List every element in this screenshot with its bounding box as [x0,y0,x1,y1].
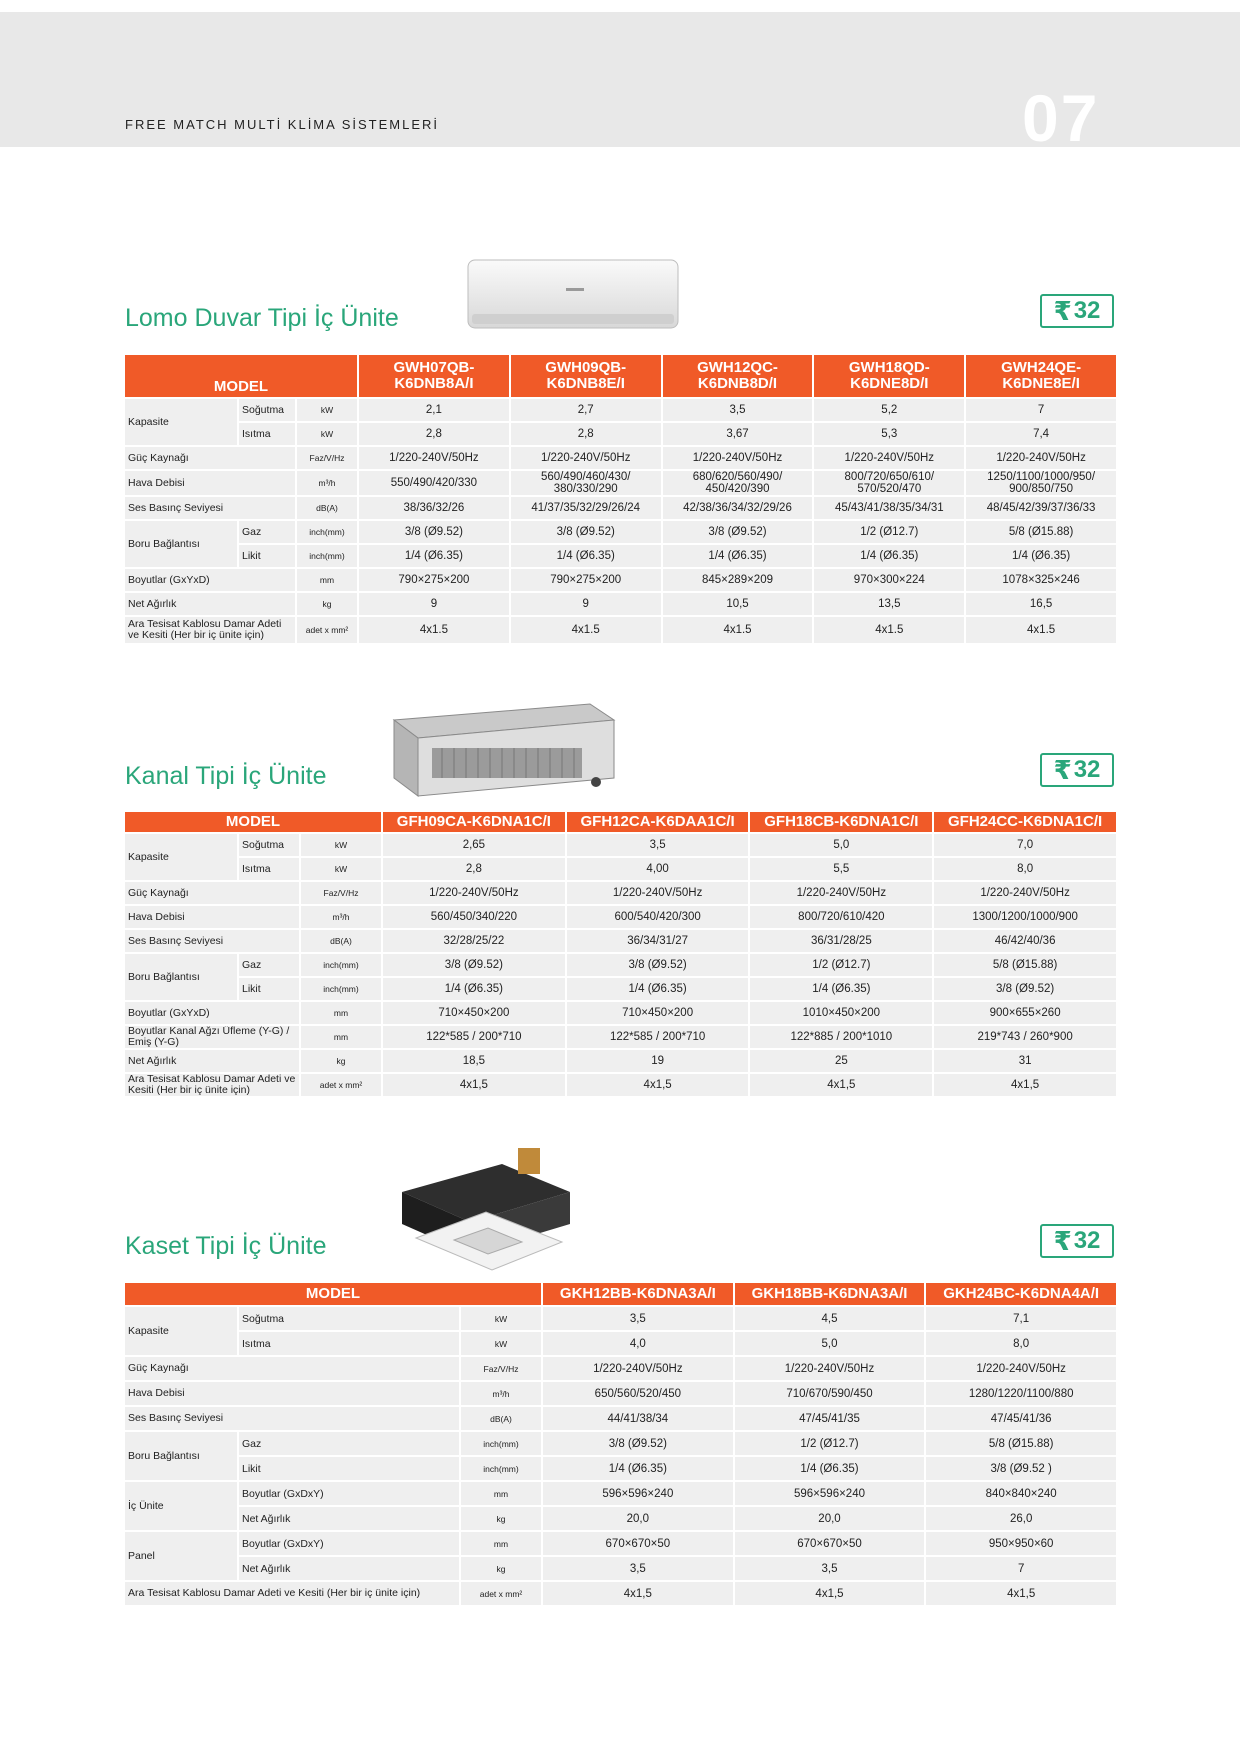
unit-cell: adet x mm² [301,1074,381,1096]
row-sub-label: Gaz [239,954,299,976]
row-label: Ses Basınç Seviyesi [125,1407,459,1430]
table-row [125,471,1116,495]
row-group-label: Kapasite [125,399,237,445]
value-cell: 3/8 (Ø9.52) [543,1432,733,1455]
value-cell: 7 [966,399,1116,421]
row-group-label: Boru Bağlantısı [125,521,237,567]
value-cell: 710×450×200 [383,1002,565,1024]
value-cell: 8,0 [926,1332,1116,1355]
value-cell: 560/490/460/430/ 380/330/290 [511,471,661,495]
row-sub-label: Isıtma [239,858,299,880]
value-cell: 1/220-240V/50Hz [511,447,661,469]
value-cell: 3/8 (Ø9.52 ) [926,1457,1116,1480]
value-cell: 800/720/610/420 [750,906,932,928]
table-row [125,954,1116,976]
row-label: Net Ağırlık [125,1050,299,1072]
table-row [125,1507,1116,1530]
unit-cell: inch(mm) [461,1457,541,1480]
table-row [125,1532,1116,1555]
value-cell: 8,0 [934,858,1116,880]
value-cell: 650/560/520/450 [543,1382,733,1405]
value-cell: 219*743 / 260*900 [934,1026,1116,1048]
row-label: Ara Tesisat Kablosu Damar Adeti ve Kesiti (Her bir iç ünite için) [125,1074,299,1096]
unit-cell: mm [301,1026,381,1048]
value-cell: 840×840×240 [926,1482,1116,1505]
value-cell: 4x1,5 [926,1582,1116,1605]
model-name-line: GWH07QB- [393,359,475,376]
value-cell: 122*885 / 200*1010 [750,1026,932,1048]
value-cell: 7,4 [966,423,1116,445]
model-name-cell: GFH18CB-K6DNA1C/I [750,812,932,832]
row-sub-label: Likit [239,978,299,1000]
unit-cell: dB(A) [297,497,357,519]
table-row [125,978,1116,1000]
unit-cell: dB(A) [301,930,381,952]
r32-badge [1040,1224,1114,1258]
row-sub-label: Isıtma [239,423,295,445]
table-row [125,447,1116,469]
row-sub-label: Likit [239,1457,459,1480]
row-group-label: Panel [125,1532,237,1580]
row-sub-label: Boyutlar (GxDxY) [239,1482,459,1505]
value-cell: 1078×325×246 [966,569,1116,591]
value-cell: 4x1,5 [543,1582,733,1605]
unit-cell: inch(mm) [461,1432,541,1455]
model-name-cell [966,355,1116,397]
row-sub-label: Gaz [239,1432,459,1455]
row-sub-label: Gaz [239,521,295,543]
value-cell: 7,0 [934,834,1116,856]
value-cell: 36/34/31/27 [567,930,749,952]
value-cell: 5,2 [814,399,964,421]
value-cell: 1/4 (Ø6.35) [567,978,749,1000]
model-name-line: K6DNE8D/I [850,375,929,392]
value-cell: 13,5 [814,593,964,615]
value-cell: 5,0 [750,834,932,856]
value-cell: 20,0 [735,1507,925,1530]
value-cell: 845×289×209 [663,569,813,591]
rupee-r-icon: ₹ [1053,754,1072,785]
page-header [0,12,1240,155]
value-cell: 550/490/420/330 [359,471,509,495]
table-row [125,834,1116,856]
row-sub-label: Net Ağırlık [239,1507,459,1530]
value-cell: 16,5 [966,593,1116,615]
row-group-label: Kapasite [125,834,237,880]
table-row [125,1357,1116,1380]
value-cell: 5/8 (Ø15.88) [934,954,1116,976]
row-label: Boyutlar Kanal Ağzı Üfleme (Y-G) / Emiş (Y-G) [125,1026,299,1048]
value-cell: 560/450/340/220 [383,906,565,928]
table-row [125,1382,1116,1405]
unit-cell: kW [461,1332,541,1355]
value-cell: 1/220-240V/50Hz [543,1357,733,1380]
value-cell: 1/220-240V/50Hz [966,447,1116,469]
value-cell: 5/8 (Ø15.88) [926,1432,1116,1455]
section-title-kaset: Kaset Tipi İç Ünite [125,1232,327,1260]
table-row [125,930,1116,952]
row-sub-label: Soğutma [239,834,299,856]
model-name-cell: GFH24CC-K6DNA1C/I [934,812,1116,832]
table-row [125,1307,1116,1330]
unit-cell: kW [297,399,357,421]
table-header-row [125,812,1116,832]
value-cell: 1/220-240V/50Hz [934,882,1116,904]
model-name-line: K6DNB8E/I [546,375,625,392]
unit-cell: m³/h [461,1382,541,1405]
row-label: Hava Debisi [125,906,299,928]
value-cell: 1/4 (Ø6.35) [663,545,813,567]
unit-cell: kW [301,858,381,880]
value-cell: 3/8 (Ø9.52) [934,978,1116,1000]
unit-cell: kg [461,1557,541,1580]
value-cell: 36/31/28/25 [750,930,932,952]
unit-cell: adet x mm² [461,1582,541,1605]
value-cell: 9 [511,593,661,615]
row-sub-label: Soğutma [239,1307,459,1330]
value-cell: 3/8 (Ø9.52) [383,954,565,976]
table-row [125,593,1116,615]
value-cell: 670×670×50 [543,1532,733,1555]
spec-table-lomo [123,353,1118,645]
model-name-line: GWH09QB- [545,359,627,376]
model-name-cell: GKH12BB-K6DNA3A/I [543,1283,733,1305]
table-row [125,399,1116,421]
value-cell: 47/45/41/35 [735,1407,925,1430]
value-cell: 790×275×200 [511,569,661,591]
row-sub-label: Isıtma [239,1332,459,1355]
value-cell: 5/8 (Ø15.88) [966,521,1116,543]
value-cell: 800/720/650/610/ 570/520/470 [814,471,964,495]
value-cell: 2,65 [383,834,565,856]
value-cell: 4x1,5 [735,1582,925,1605]
catalog-title: FREE MATCH MULTİ KLİMA SİSTEMLERİ [125,117,439,132]
value-cell: 1/220-240V/50Hz [750,882,932,904]
value-cell: 48/45/42/39/37/36/33 [966,497,1116,519]
value-cell: 1250/1100/1000/950/ 900/850/750 [966,471,1116,495]
rupee-r-icon: ₹ [1053,295,1072,326]
value-cell: 1/4 (Ø6.35) [543,1457,733,1480]
model-header-cell: MODEL [125,355,357,397]
value-cell: 1300/1200/1000/900 [934,906,1116,928]
row-group-label: Boru Bağlantısı [125,1432,237,1480]
unit-cell: kW [461,1307,541,1330]
value-cell: 3,5 [543,1307,733,1330]
table-row [125,1074,1116,1096]
value-cell: 45/43/41/38/35/34/31 [814,497,964,519]
table-row [125,906,1116,928]
value-cell: 3,5 [735,1557,925,1580]
table-row [125,1026,1116,1048]
duct-unit-image [388,700,618,802]
value-cell: 4x1,5 [934,1074,1116,1096]
model-name-cell: GKH18BB-K6DNA3A/I [735,1283,925,1305]
value-cell: 25 [750,1050,932,1072]
value-cell: 46/42/40/36 [934,930,1116,952]
page-number: 07 [1022,81,1100,155]
value-cell: 600/540/420/300 [567,906,749,928]
r32-badge [1040,753,1114,787]
value-cell: 4,00 [567,858,749,880]
value-cell: 950×950×60 [926,1532,1116,1555]
badge-text: 32 [1073,297,1101,324]
value-cell: 3,5 [567,834,749,856]
value-cell: 710×450×200 [567,1002,749,1024]
unit-cell: kg [301,1050,381,1072]
model-name-line: K6DNE8E/I [1002,375,1080,392]
value-cell: 1/2 (Ø12.7) [814,521,964,543]
value-cell: 3/8 (Ø9.52) [511,521,661,543]
value-cell: 900×655×260 [934,1002,1116,1024]
section-title-lomo: Lomo Duvar Tipi İç Ünite [125,304,399,332]
unit-cell: mm [461,1532,541,1555]
value-cell: 710/670/590/450 [735,1382,925,1405]
value-cell: 4x1,5 [750,1074,932,1096]
value-cell: 26,0 [926,1507,1116,1530]
value-cell: 1/4 (Ø6.35) [383,978,565,1000]
value-cell: 20,0 [543,1507,733,1530]
unit-cell: inch(mm) [301,978,381,1000]
value-cell: 1/220-240V/50Hz [383,882,565,904]
value-cell: 7,1 [926,1307,1116,1330]
value-cell: 4,5 [735,1307,925,1330]
row-label: Boyutlar (GxYxD) [125,569,295,591]
unit-cell: m³/h [301,906,381,928]
value-cell: 122*585 / 200*710 [383,1026,565,1048]
unit-cell: mm [301,1002,381,1024]
unit-cell: kW [301,834,381,856]
value-cell: 2,8 [383,858,565,880]
row-sub-label: Boyutlar (GxDxY) [239,1532,459,1555]
value-cell: 790×275×200 [359,569,509,591]
value-cell: 1/220-240V/50Hz [814,447,964,469]
section-title-kanal: Kanal Tipi İç Ünite [125,762,327,790]
value-cell: 3,5 [663,399,813,421]
value-cell: 596×596×240 [735,1482,925,1505]
table-header-row [125,1283,1116,1305]
value-cell: 3/8 (Ø9.52) [663,521,813,543]
unit-cell: kg [297,593,357,615]
value-cell: 2,8 [359,423,509,445]
value-cell: 9 [359,593,509,615]
model-name-line: GWH24QE- [1001,359,1082,376]
value-cell: 32/28/25/22 [383,930,565,952]
value-cell: 10,5 [663,593,813,615]
value-cell: 4x1.5 [663,617,813,643]
value-cell: 4x1,5 [383,1074,565,1096]
model-name-cell [814,355,964,397]
table-header-row [125,355,1116,397]
value-cell: 3,67 [663,423,813,445]
value-cell: 4x1.5 [511,617,661,643]
model-name-cell: GFH12CA-K6DAA1C/I [567,812,749,832]
value-cell: 970×300×224 [814,569,964,591]
value-cell: 596×596×240 [543,1482,733,1505]
model-name-line: K6DNB8D/I [697,375,778,392]
value-cell: 4x1.5 [966,617,1116,643]
unit-cell: inch(mm) [301,954,381,976]
model-header-cell: MODEL [125,1283,541,1305]
unit-cell: inch(mm) [297,521,357,543]
model-name-cell [663,355,813,397]
value-cell: 1/220-240V/50Hz [567,882,749,904]
badge-text: 32 [1073,756,1101,783]
table-row [125,882,1116,904]
value-cell: 1/2 (Ø12.7) [750,954,932,976]
row-label: Güç Kaynağı [125,447,295,469]
value-cell: 31 [934,1050,1116,1072]
value-cell: 19 [567,1050,749,1072]
value-cell: 122*585 / 200*710 [567,1026,749,1048]
value-cell: 2,7 [511,399,661,421]
row-sub-label: Likit [239,545,295,567]
value-cell: 4x1,5 [567,1074,749,1096]
value-cell: 7 [926,1557,1116,1580]
value-cell: 1/220-240V/50Hz [663,447,813,469]
value-cell: 1010×450×200 [750,1002,932,1024]
row-sub-label: Soğutma [239,399,295,421]
unit-cell: m³/h [297,471,357,495]
row-group-label: İç Ünite [125,1482,237,1530]
value-cell: 4x1.5 [359,617,509,643]
value-cell: 1/220-240V/50Hz [735,1357,925,1380]
row-label: Hava Debisi [125,1382,459,1405]
value-cell: 1/4 (Ø6.35) [735,1457,925,1480]
value-cell: 5,3 [814,423,964,445]
unit-cell: mm [461,1482,541,1505]
value-cell: 4x1.5 [814,617,964,643]
value-cell: 3,5 [543,1557,733,1580]
value-cell: 670×670×50 [735,1532,925,1555]
value-cell: 2,8 [511,423,661,445]
value-cell: 18,5 [383,1050,565,1072]
row-label: Boyutlar (GxYxD) [125,1002,299,1024]
value-cell: 5,0 [735,1332,925,1355]
model-name-cell: GFH09CA-K6DNA1C/I [383,812,565,832]
table-row [125,1557,1116,1580]
row-label: Ses Basınç Seviyesi [125,497,295,519]
model-name-line: GWH12QC- [697,359,778,376]
value-cell: 1/4 (Ø6.35) [966,545,1116,567]
model-name-line: GWH18QD- [848,359,930,376]
model-name-line: K6DNB8A/I [394,375,474,392]
table-row [125,1332,1116,1355]
unit-cell: kg [461,1507,541,1530]
unit-cell: Faz/V/Hz [301,882,381,904]
row-group-label: Boru Bağlantısı [125,954,237,1000]
value-cell: 41/37/35/32/29/26/24 [511,497,661,519]
value-cell: 1/4 (Ø6.35) [511,545,661,567]
cassette-unit-image [398,1142,576,1274]
unit-cell: mm [297,569,357,591]
model-header-cell: MODEL [125,812,381,832]
value-cell: 1/4 (Ø6.35) [750,978,932,1000]
row-label: Güç Kaynağı [125,882,299,904]
value-cell: 1/220-240V/50Hz [926,1357,1116,1380]
wall-unit-image [466,258,680,332]
row-label: Net Ağırlık [125,593,295,615]
value-cell: 44/41/38/34 [543,1407,733,1430]
table-row [125,423,1116,445]
unit-cell: inch(mm) [297,545,357,567]
r32-badge [1040,294,1114,328]
value-cell: 4,0 [543,1332,733,1355]
row-label: Hava Debisi [125,471,295,495]
spec-table-kaset [123,1281,1118,1607]
table-row [125,1050,1116,1072]
table-row [125,521,1116,543]
value-cell: 3/8 (Ø9.52) [567,954,749,976]
row-label: Ses Basınç Seviyesi [125,930,299,952]
unit-cell: Faz/V/Hz [461,1357,541,1380]
model-name-cell: GKH24BC-K6DNA4A/I [926,1283,1116,1305]
row-label: Ara Tesisat Kablosu Damar Adeti ve Kesiti (Her bir iç ünite için) [125,617,295,643]
value-cell: 3/8 (Ø9.52) [359,521,509,543]
value-cell: 1/4 (Ø6.35) [359,545,509,567]
table-row [125,497,1116,519]
value-cell: 2,1 [359,399,509,421]
model-name-cell [511,355,661,397]
value-cell: 1/220-240V/50Hz [359,447,509,469]
model-name-cell [359,355,509,397]
badge-text: 32 [1073,1227,1101,1254]
row-group-label: Kapasite [125,1307,237,1355]
table-row [125,1002,1116,1024]
value-cell: 680/620/560/490/ 450/420/390 [663,471,813,495]
value-cell: 1/2 (Ø12.7) [735,1432,925,1455]
unit-cell: adet x mm² [297,617,357,643]
table-row [125,545,1116,567]
value-cell: 5,5 [750,858,932,880]
rupee-r-icon: ₹ [1053,1225,1072,1256]
unit-cell: dB(A) [461,1407,541,1430]
table-row [125,569,1116,591]
spec-table-kanal [123,810,1118,1098]
table-row [125,1457,1116,1480]
table-row [125,1432,1116,1455]
row-sub-label: Net Ağırlık [239,1557,459,1580]
value-cell: 1280/1220/1100/880 [926,1382,1116,1405]
value-cell: 38/36/32/26 [359,497,509,519]
value-cell: 47/45/41/36 [926,1407,1116,1430]
table-row [125,858,1116,880]
unit-cell: Faz/V/Hz [297,447,357,469]
table-row [125,1582,1116,1605]
value-cell: 42/38/36/34/32/29/26 [663,497,813,519]
row-label: Ara Tesisat Kablosu Damar Adeti ve Kesiti (Her bir iç ünite için) [125,1582,459,1605]
table-row [125,1407,1116,1430]
value-cell: 1/4 (Ø6.35) [814,545,964,567]
table-row [125,617,1116,643]
table-row [125,1482,1116,1505]
unit-cell: kW [297,423,357,445]
row-label: Güç Kaynağı [125,1357,459,1380]
